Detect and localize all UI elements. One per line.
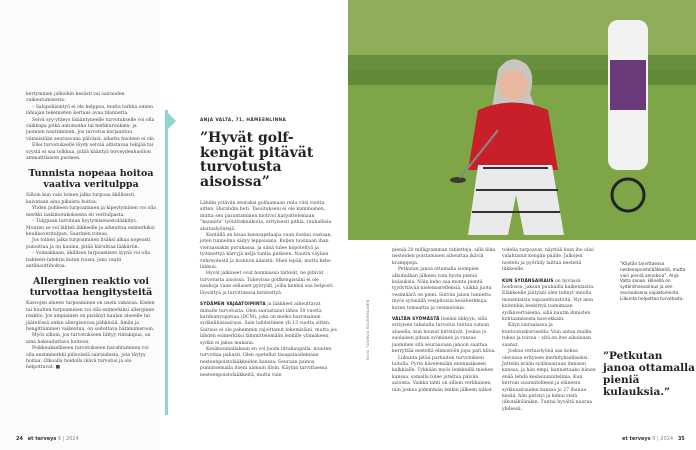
paragraph: – Voimakkaan, äkillisen turpoamisen syynä voi olla bakteeri-infektio kuten ruusu, joka vaatii antibioottihoitoa.: [26, 251, 151, 269]
subheading: Allerginen reaktio voi turvottaa hengitysteitä: [29, 276, 153, 298]
paragraph: Kesäkuumallakaan en voi juoda litrakaupalla, muuten turvottaa pahasti. Olen opetellut tasapainoilemaan nesteenpoistolääkkeiden kanssa. Seuraan painoa punnitsemalla itseni aamuin illoin. Käytän tarvittaessa nesteenpoistolääkkeitä, mutta vain: [200, 346, 332, 378]
photo-caption: ”Käytän tarvittaessa nesteenpoistolääkkeitä, mutta vain pieniä annoksia”, Anja Valta sanoo. Hänellä on sydänlihassairaus ja sen seurauksena vajaatoiminta. Liikunta helpottaa turvotusta.: [620, 262, 686, 302]
paragraph: Käyn sairaalassa ja kuntoutuskursseilla. Voin antaa muille tukea ja toivoa – sitä en itse aikoinaan saanut.: [502, 323, 592, 348]
lead-in: VÄLTÄN SYÖMÄSTÄ: [392, 316, 440, 322]
magazine-name: et terveys: [27, 436, 57, 442]
paragraph: Myös silloin, jos turvotukseen liittyy rintakipua, on aina hakeuduttava hoitoon.: [26, 333, 151, 345]
interviewee-kicker: ANJA VALTA, 71, HÄMEENLINNA: [200, 118, 287, 123]
paragraph: Joskus vertaistyönä saa kokea olevansa erityisen merkitykselliseksi. Juttelin erään sydänsairaan ihmisen kanssa, ja hän empi, kannattaako hänen enää tehdä kesäsuunnitelmia. Kun kerroin suunnitelleeni ja eläneeni sydänsairauden kanssa jo 27 ihanaa kesää, hän piristyi ja kehui vielä ulkonäköänikin. Tuntui hyvältä nauraa yhdessä.: [502, 349, 596, 412]
paragraph: Selvä syy-yhteys lisääntyneelle turvotukselle voi olla vaikkapa pitkä automatka tai herkkuruokien- ja juomien nauttiminen. Jos turvotus korjaantuu viimeistään seuraavana päivänä, aihetta huoleen ei ole.: [26, 117, 156, 142]
photo-credit: KUVA TUOMAS KOLEHMAINEN: [366, 299, 370, 360]
magazine-name: et terveys: [622, 436, 651, 442]
accent-triangle: [165, 110, 176, 132]
right-column-3: [502, 248, 599, 413]
left-footer: [16, 436, 79, 442]
paragraph: – Tulppaan tarvitaan hyytymisenestolääkitys. Muuten se voi lähteä liikkeelle ja aiheuttaa esimerkiksi keuhkoveritulpan, Saarinen toteaa.: [26, 219, 155, 237]
paragraph: itseäni ähkyyn, sillä erityisen tukalalta turvotus tuntuu vatsan alueella, kun housut kiristävät. Joskus jo suolaisen pitsan syöminen ja runsas juominen sitä seuraavaan janoon saattaa kerryttää nesteitä elimistöön jopa pari kiloa.: [392, 317, 496, 355]
lead-in: KUN SYDÄNSAIRAUS: [502, 277, 554, 283]
paragraph: pieniä 20 milligramman tabletteja, sillä liika nesteiden poistaminen aiheuttaa ikäviä kramppeja.: [392, 248, 496, 266]
paragraph: ja lääkkeet aiheuttavat minulle turvotusta. Olen sairastanut lähes 30 vuotta kardiomyopatiaa (DCM), joka on melko harvinainen sydänlihassairaus. Sain tahdistimen yli 13 vuotta sitten. Sairaus ei ole pahemmin rajoittanut tekemisiäni, mutta jos lähden esimerkiksi lämmittelemään lenkille ylämäkeen, sydän ei jaksa mukana.: [200, 302, 337, 346]
paragraph: – Salapoliisintyö ei ole helppoa, mutta tarkka omien lähiajan tekemisten kertaus avaa tilannetta.: [26, 104, 153, 117]
accent-bar: [165, 110, 168, 415]
paragraph: Ellei turvotukselle löydy selvää altistavaa tekijää tai syystä ei saa tolkkua, pitää kääntyä terveydenhuollon ammattilaisen puoleen.: [26, 143, 154, 162]
paragraph: Jos toinen jalka turpoaminen lisäksi alkaa nopeasti punoittaa ja on kuuma, pitää kiiruhtaa lääkäriin.: [26, 238, 151, 250]
paragraph: Kasvojen alueen turpoaminen on usein vakavaa. Kielen tai huulten turpoaminen voi olla esimerkiksi allerginen reaktio. Jos ampiainen on pistänyt kaulan alueelle tai jäätelössä onkin allergisoivaa pähkinää, limän ja hengittäminen vaikeutuu, on soitettava hätänumeroon.: [26, 301, 155, 332]
paragraph: Silloin kun vain toinen jalka turpoaa äkillisesti, kaivataan aina pikaista hoitoa.: [26, 193, 136, 205]
right-footer: [622, 436, 685, 442]
paragraph: kertyminen jalkoihin kesästi vai sairauden vaikeutumisesta.: [26, 92, 125, 104]
golf-course-image: [348, 0, 696, 240]
pull-quote: ”Petkutan janoa ottamalla pieniä kulauksia.”: [603, 350, 695, 398]
paragraph: Kentällä en kisaa kanssapelaajia vaan itseäni vastaan, joten tunnelma säilyy leppoisana. Kuljen toisinaan ihan vieraassakin porukassa, ja siinä tulee höpöteltyä ja työnnettyä kärryjä neljä tuntia putkeen. Nautin väylien vehreydestä ja luonnon äänistä. Mieli lepää, mutta keho liikkuu.: [200, 233, 332, 271]
right-column-2: [392, 248, 496, 394]
paragraph: Lähdin ystävän seuraksi golfaamaan reilu viisi vuotta sitten. Hurahdin heti. Tasoitukseni ei ole kummoinen, mutta sen parantaminen motivoi harjoittelemaan ”kauniita” lyöntitekniikoita, erityisesti pitkiä, rauhallisia aloituslyöntejä.: [200, 201, 332, 232]
golfer-photo: [348, 0, 696, 240]
headline: ”Hyvät golf-kengät pitävät turvotusta aisoissa”: [200, 130, 314, 190]
issue-number: 6 | 2024: [58, 436, 79, 442]
paragraph: Petkutan janoa ottamalla isompien alkuhulkan jälkeen vain hyvin pieniä kulauksia. Näin keho saa monta pientä tyydyttävää nielemisrefleksiä, vaikka juotu vesimäärä on pieni. Siirrän janon tunnetta myös syömällä vesipitoisia kesäherkkuja, kuten tomaattia ja vesimelonia.: [392, 267, 492, 311]
lead-in: SYDÄMEN VAJAATOIMINTA: [200, 301, 266, 307]
paragraph: Yhden pohkeen turpoaminen ja kipeytyminen voi olla merkki laskimotukoksesta eli veritulpasta.: [26, 206, 156, 218]
interview-story: [200, 118, 338, 379]
paragraph: Poikkeukselliseen turvotukseen havahtuminen voi olla ensimmerkki piilevästä sairaudesta, jota täytyy hoitaa. Olkoalla hoidolla ikävä turvotus ja olo helpottuvat. ■: [26, 346, 149, 371]
paragraph: Liikunta pitää parhaiten turvotuksen loitolla. Pyrin kävelemään enimmäkseen kalkkialle. Tykkään myös lenkkeillä miehen kanssa, samalla tulee juteltua päivän asioista. Vaikka tahti on silloin verkkainen, niin joskus pidemmän lenkin jälkeen nilkat: [392, 355, 494, 393]
paragraph: todella turpoavat, näyttää kuin iho olisi valahtanut kengän päälle. Jalkojen nostelu ja pyöräily laittaa nesteitä liikkeelle.: [502, 248, 594, 273]
issue-number: 6 | 2024: [652, 436, 674, 442]
page-number: 35: [677, 436, 685, 442]
right-column-1: [200, 201, 338, 379]
paragraph: Hyvät jalkineet ovat hommassa tärkeät, ne pitävät turvotusta aisoissa. Tukevissa golfkengissäni ei ole nauhoja vaan sellaiset pyörylät, joilla kenkiä saa helposti löysättyä ja tarvittaessa kiristettyä.: [200, 271, 333, 296]
page-number: 24: [16, 436, 23, 442]
left-article-column: [26, 92, 156, 372]
subheading: Tunnista nopeaa hoitoa vaativa veritulppa: [28, 168, 154, 190]
paragraph: on hyvässä hoidossa, jaksan puuhailla kaikenlaista. Eläkkeelle jäätyäni olen tehnyt innolla monenlaista vapaaehtoistöitä. Nyt aion kuitenkin keskittyä toimimaan sydänvertaisena, sillä nautin ihmisten kohtaamisesta kasvokkain.: [502, 278, 595, 323]
